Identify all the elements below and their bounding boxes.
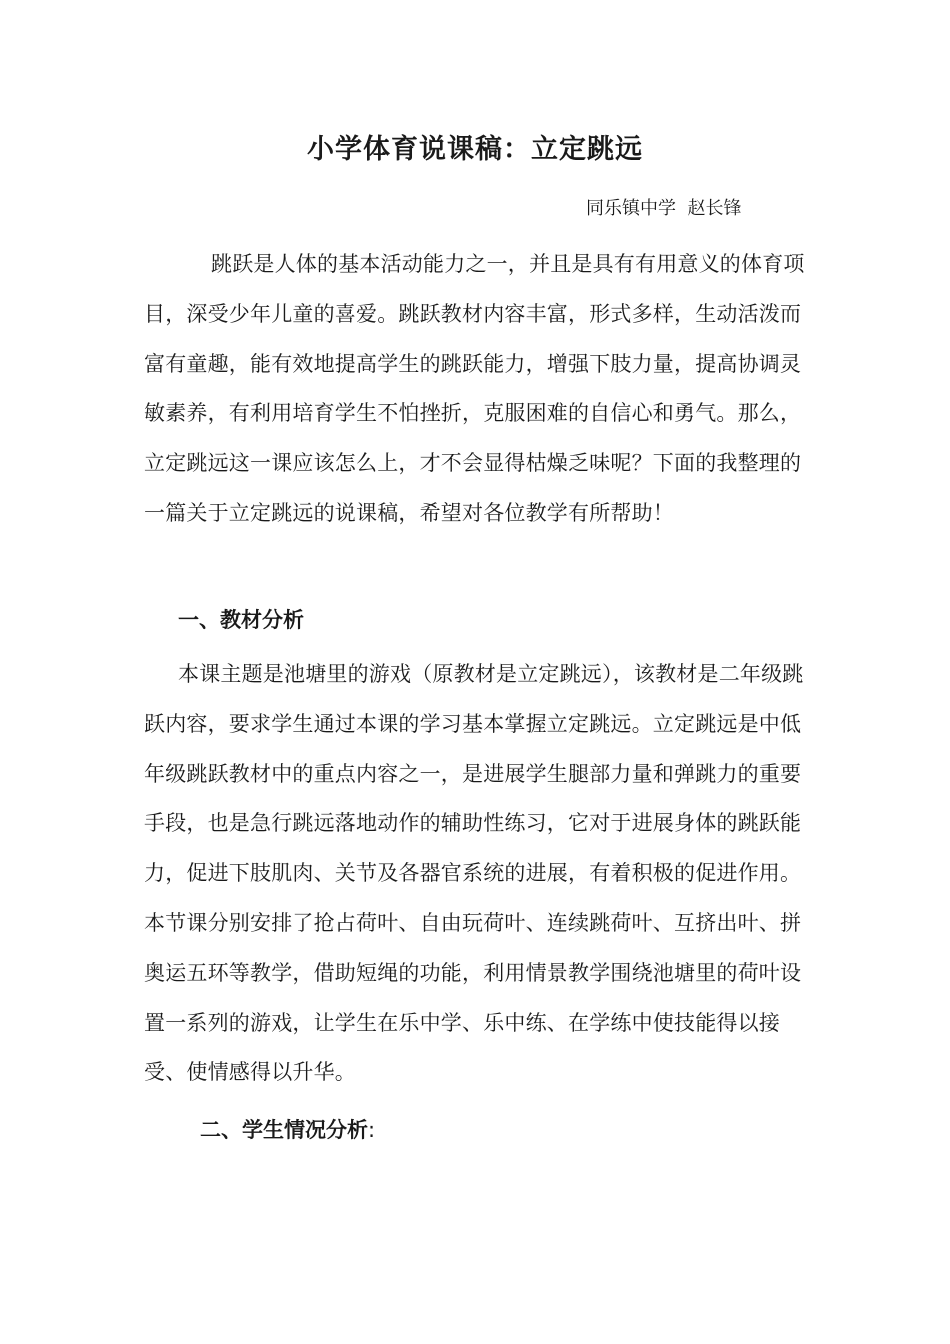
page-title: 小学体育说课稿：立定跳远 [307,134,643,165]
section-heading-students [200,1112,375,1148]
materials-paragraph: 本课主题是池塘里的游戏（原教材是立定跳远），该教材是二年级跳跃内容，要求学生通过本课的学习基本掌握立定跳远。立定跳远是中低年级跳跃教材中的重点内容之一，是进展学生腿部力量和弹跳力的重要手段，也是急行跳远落地动作的辅助性练习，它对于进展身体的跳跃能力，促进下肢肌肉、关节及各器官系统的进展，有着积极的促进作用。本节课分别安排了抢占荷叶、自由玩荷叶、连续跳荷叶、互挤出叶、拼奥运五环等教学，借助短绳的功能，利用情景教学围绕池塘里的荷叶设置一系列的游戏，让学生在乐中学、乐中练、在学练中使技能得以接受、使情感得以升华。 [144,662,804,1085]
intro-paragraph: 跳跃是人体的基本活动能力之一，并且是具有有用意义的体育项目，深受少年儿童的喜爱。跳跃教材内容丰富，形式多样，生动活泼而富有童趣，能有效地提高学生的跳跃能力，增强下肢力量，提高协调灵敏素养，有利用培育学生不怕挫折，克服困难的自信心和勇气。那么，立定跳远这一课应该怎么上，才不会显得枯燥乏味呢？下面的我整理的一篇关于立定跳远的说课稿，希望对各位教学有所帮助！ [144,252,805,525]
author-line: 同乐镇中学 赵长锋 [586,198,742,219]
section-heading-materials: 一、教材分析 [178,608,304,632]
section-heading-colon: : [368,1118,376,1142]
section-heading-students-text: 二、学生情况分析 [200,1118,368,1142]
